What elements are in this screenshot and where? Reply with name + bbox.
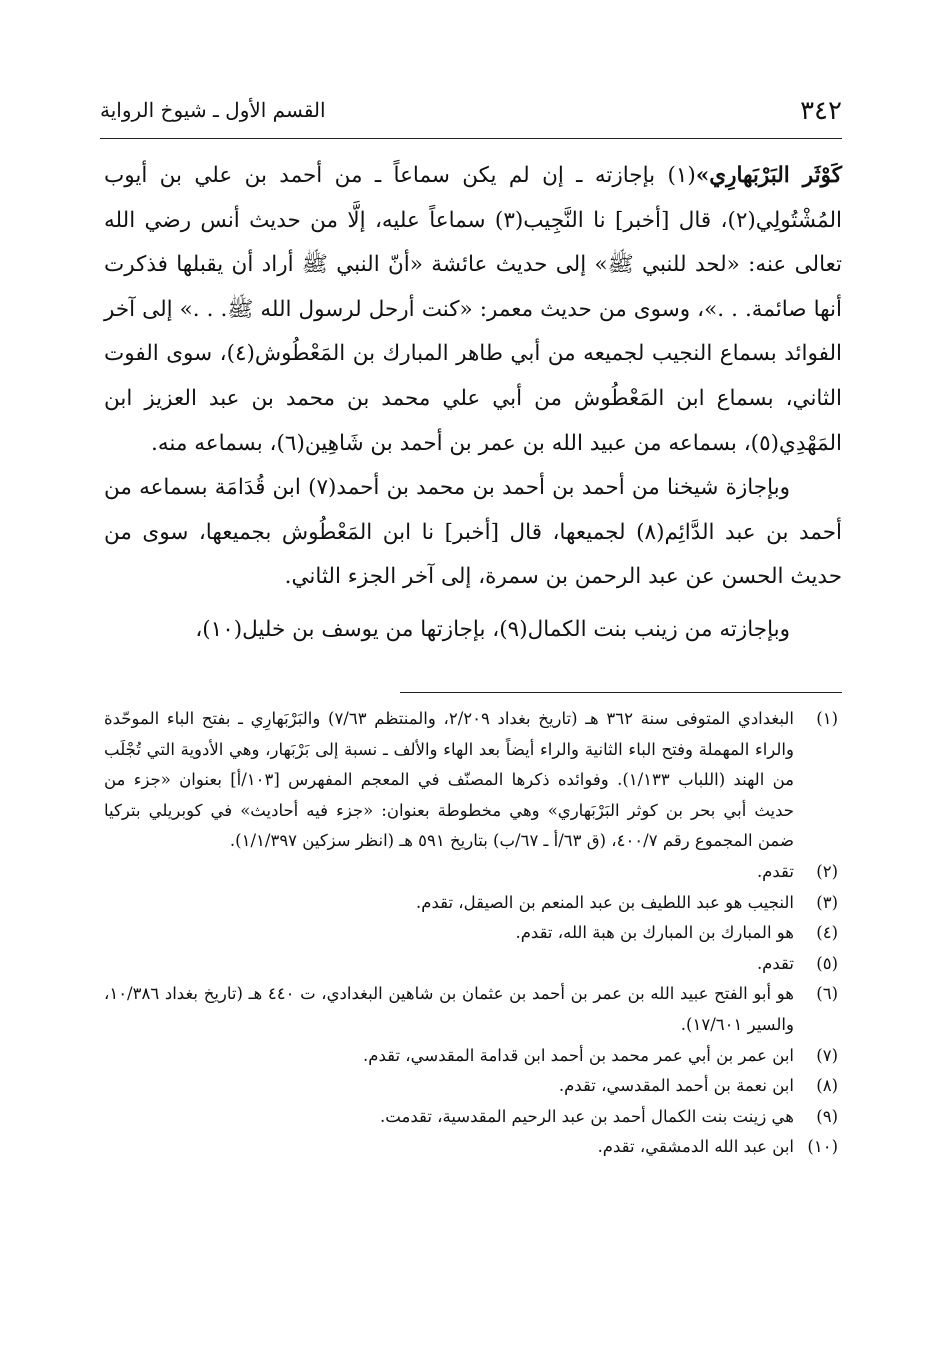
footnote-7 xyxy=(104,1041,838,1072)
footnote-number: (١) xyxy=(816,709,838,728)
footnote-8 xyxy=(104,1071,838,1102)
footnote-6 xyxy=(104,979,838,1040)
footnote-3 xyxy=(104,888,838,919)
footnote-1 xyxy=(104,704,838,857)
paragraph-1 xyxy=(104,154,842,466)
running-title: القسم الأول ـ شيوخ الرواية xyxy=(100,98,326,122)
footnote-9 xyxy=(104,1102,838,1133)
footnote-text: ابن نعمة بن أحمد المقدسي، تقدم. xyxy=(558,1076,794,1096)
header-rule xyxy=(100,138,842,139)
footnote-number: (٩) xyxy=(816,1106,838,1126)
footnote-text: تقدم. xyxy=(756,861,794,881)
footnote-10 xyxy=(104,1132,838,1163)
page-header xyxy=(100,92,842,132)
footnote-text: هو المبارك بن المبارك بن هبة الله، تقدم. xyxy=(515,923,794,943)
footnote-2 xyxy=(104,857,838,888)
footnote-rule xyxy=(400,692,842,693)
footnote-number: (١٠) xyxy=(807,1137,838,1157)
footnote-text: ابن عمر بن أبي عمر محمد بن أحمد ابن قدامة المقدسي، تقدم. xyxy=(363,1045,794,1065)
footnote-text: البغدادي المتوفى سنة ٣٦٢ هـ (تاريخ بغداد ٢/٢٠٩، والمنتظم ٧/٦٣) والبَرْبَهارِي ـ بفتح الباء الموحّدة والراء المهملة وفتح الباء الثانية والراء أيضاً بعد الهاء والألف ـ نسبة إلى بَرْبَهار، وهي الأدوية التي تُجْلَب من الهند (اللباب ١/١٣٣). وفوائده ذكرها المصنّف في المعجم المفهرس [١٠٣/أ] بعنوان «جزء من حديث أبي بحر بن كوثر البَرْبَهاري» وهي مخطوطة بعنوان: «جزء فيه أحاديث» في كوبريلي بتركيا ضمن المجموع رقم ٤٠٠/٧، (ق ٦٣/أ ـ ٦٧/ب) بتاريخ ٥٩١ هـ (انظر سزكين ١/١/٣٩٧). xyxy=(104,709,794,851)
footnote-number: (٢) xyxy=(816,861,838,881)
footnote-number: (٣) xyxy=(816,892,838,912)
footnote-text: هي زينت بنت الكمال أحمد بن عبد الرحيم المقدسية، تقدمت. xyxy=(380,1106,794,1126)
footnote-5 xyxy=(104,949,838,980)
footnote-number: (٥) xyxy=(816,953,838,973)
bold-name: كَوْثَر البَرْبَهارِي» xyxy=(695,163,842,188)
footnote-text: تقدم. xyxy=(756,953,794,973)
footnote-number: (٨) xyxy=(816,1076,838,1096)
footnote-number: (٧) xyxy=(816,1045,838,1065)
footnotes xyxy=(104,704,838,1163)
paragraph-1-text: (١) بإجازته ـ إن لم يكن سماعاً ـ من أحمد بن علي بن أيوب المُشْتُولِي(٢)، قال [أخبر] نا النَّجِيب(٣) سماعاً عليه، إلَّا من حديث أنس رضي الله تعالى عنه: «لحد للنبي ﷺ» إلى حديث عائشة «أنّ النبي ﷺ أراد أن يقبلها فذكرت أنها صائمة. . .»، وسوى من حديث معمر: «كنت أرحل لرسول الله ﷺ. . .» إلى آخر الفوائد بسماع النجيب لجميعه من أبي طاهر المبارك بن المَعْطُوش(٤)، سوى الفوت الثاني، بسماع ابن المَعْطُوش من أبي علي محمد بن محمد بن عبد العزيز ابن المَهْدِي(٥)، بسماعه من عبيد الله بن عمر بن أحمد بن شَاهِين(٦)، بسماعه منه. xyxy=(104,163,842,456)
footnote-number: (٦) xyxy=(816,984,838,1004)
main-text xyxy=(104,154,842,653)
paragraph-3: وبإجازته من زينب بنت الكمال(٩)، بإجازتها من يوسف بن خليل(١٠)، xyxy=(195,616,790,642)
page-number: ٣٤٢ xyxy=(800,96,842,126)
footnote-text: ابن عبد الله الدمشقي، تقدم. xyxy=(597,1137,794,1157)
footnote-text: النجيب هو عبد اللطيف بن عبد المنعم بن الصيقل، تقدم. xyxy=(416,892,794,912)
paragraph-2: وبإجازة شيخنا من أحمد بن أحمد بن محمد بن أحمد(٧) ابن قُدَامَة بسماعه من أحمد بن عبد الدَّائِم(٨) لجميعها، قال [أخبر] نا ابن المَعْطُوش بجميعها، سوى من حديث الحسن عن عبد الرحمن بن سمرة، إلى آخر الجزء الثاني. xyxy=(104,475,842,590)
footnote-4 xyxy=(104,918,838,949)
footnote-text: هو أبو الفتح عبيد الله بن عمر بن أحمد بن عثمان بن شاهين البغدادي، ت ٤٤٠ هـ (تاريخ بغداد ١٠/٣٨٦، والسير ١٧/٦٠١). xyxy=(104,984,794,1034)
footnote-number: (٤) xyxy=(816,923,838,943)
